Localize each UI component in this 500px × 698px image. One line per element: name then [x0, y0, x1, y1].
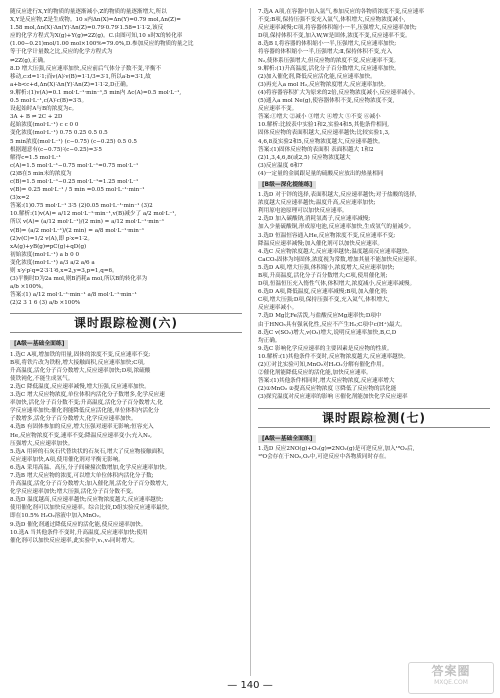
text-line: (2)加入催化剂,降低反应活化能,反应速率加快。: [258, 73, 376, 80]
text-line: 使铁钝化,不能生成氢气。: [10, 375, 74, 382]
text-line: c(A)=1.5 mol·L⁻¹−0.75 mol·L⁻¹=0.75 mol·L⁻¹: [10, 162, 139, 169]
text-line: 3.选D 恒温恒容通入He,反应物浓度不变,反应速率不变;: [258, 232, 396, 239]
text-line: v(B)= (a/2 mol·L⁻¹)/(2 min) = a/8 mol·L⁻¹·min⁻¹: [10, 227, 145, 234]
watermark-main: 答案圈: [431, 664, 471, 678]
text-line: 则 x∶y∶p∶q=2∶3∶1∶6,x=2,y=3,p=1,q=6。: [10, 268, 118, 274]
text-line: (5)通入a mol Ne(g),使容器体积不变,反应物浓度不变,: [258, 98, 395, 105]
text-line: (2)v(C)=1/2 v(A),即 p∶x=1∶2。: [10, 235, 93, 242]
text-line: 应的化学方程式为X(g)+Y(g)⇌2Z(g)。C.由图可知,10 s时X的转化率: [10, 33, 183, 40]
left-column: [10, 8, 242, 545]
text-line: D项,恒温恒压充入惰性气体,体积增大,浓度减小,反应速率减慢。: [258, 281, 416, 288]
text-line: 答案:(1)固体反应物的表面积 表面积越大 1和2: [258, 146, 374, 153]
text-line: 浓度越大反应速率越快;温度升高,反应速率加快;: [258, 200, 376, 207]
text-line: 设起始时A与B的浓度为c。: [10, 106, 78, 113]
text-line: 初始浓度(mol·L⁻¹) a b 0 0: [10, 251, 80, 258]
text-line: (3)平衡时D为2a mol,则B消耗a mol,所以B的转化率为: [10, 276, 148, 283]
text-line: (2)①MnO₂ ②提高反应物浓度 ③降低了反应物的活化能: [258, 386, 397, 393]
text-line: 10.解析:(1)其他条件不变时,反应物浓度越大,反应速率越快。: [258, 353, 409, 360]
text-line: 利用原电池原理可以加快反应速率。: [258, 208, 348, 215]
text-line: CaCO₃固体为纯固体,浓度视为常数,增加其量不能加快反应速率。: [258, 256, 421, 263]
text-line: (4)将容器容积扩大为原来的2倍,反应物浓度减小,反应速率减小。: [258, 89, 419, 96]
text-line: 不变;B项,保持压强不变充入氩气,体积增大,反应物浓度减小,: [258, 17, 406, 24]
text-line: 4,6,8及实验2和5,反应物浓度越大,反应速率越快。: [258, 138, 384, 145]
text-line: (2)2 3 1 6 (3) a/b ×100%: [10, 300, 81, 307]
text-line: xA(g)+yB(g)⇌pC(g)+qD(g): [10, 243, 87, 250]
text-line: (4)一定量的金属跟足量的硫酸反应放出的热量相同: [258, 170, 384, 177]
text-line: 4.选C 反应物浓度越大,反应速率越快;温度越高反应速率越快。: [258, 248, 413, 255]
text-line: 答案:①增大 ②减小 ③增大 ④增大 ⑤不变 ⑥减小: [258, 114, 381, 121]
text-line: 随反应进行X,Y的物质的量逐渐减小,Z的物质的量逐渐增大,所以: [10, 9, 167, 15]
text-line: 反应速率加快,A项,使用催化剂对平衡无影响。: [10, 456, 124, 463]
text-line: 5 min浓度(mol·L⁻¹) (c−0.75) (c−0.25) 0.5 0.5: [10, 138, 137, 145]
text-line: B项,升高温度,活化分子百分数增大;C项,使用催化剂;: [258, 273, 388, 279]
text-line: 子数增多,活化分子百分数增大,化学反应速率加快。: [10, 416, 137, 423]
text-line: 9.选D 催化剂通过降低反应的活化能,使反应速率加快。: [10, 521, 147, 528]
text-line: C项,增大压强;D项,保持压强不变,充入氦气,体积增大,: [258, 297, 390, 304]
level-b-heading: [B级—深化提能练]: [258, 181, 316, 189]
watermark-logo: [408, 662, 494, 694]
text-line: 答案:(1)0.75 mol·L⁻¹ 3∶5 (2)0.05 mol·L⁻¹·min⁻¹ (3)2: [10, 203, 153, 210]
text-line: 将容器的体积缩小一半,压强增大;Ⅱ,保持体积不变,充入: [258, 49, 393, 56]
watermark-sub: MXQE.COM: [434, 679, 468, 686]
text-line: 8.D 增大压强,反应速率加快,反应前后气体分子数不变,平衡不: [10, 65, 162, 72]
text-line: 10.解析:比较表中实验1和2,实验4和5,其他条件相同,: [258, 122, 390, 129]
text-line: 反应速率减慢;C项,将容器体积缩小一半,压强增大,反应速率加快;: [258, 25, 417, 32]
text-line: 8.选B Ⅰ,将容器的体积缩小一半,压强增大,反应速率加快;: [258, 41, 397, 48]
text-line: 等于化学计量数之比,反应的化学方程式为: [10, 49, 113, 56]
text-line: (2)B在5 min末的浓度为: [10, 170, 72, 177]
text-line: ⇌2Z(g),正确。: [10, 57, 49, 64]
level-a-heading-right: [A级—基础全面练]: [258, 435, 316, 443]
level-a-heading-left: [A级—基础全面练]: [10, 340, 68, 348]
text-line: 2.选D 加入碳酸钠,消耗氢离子,反应速率减慢;: [258, 216, 371, 223]
text-line: 均正确。: [258, 337, 281, 344]
text-line: 1.58 mol,Δn(X)∶Δn(Y)∶Δn(Z)=0.79∶0.79∶1.58=1∶1∶2,该反: [10, 25, 164, 32]
text-line: B项,将铁片改为铁粉,增大接触面积,反应速率加快;C项,: [10, 359, 145, 366]
text-line: 降温反应速率减慢;加入催化剂可以加快反应速率。: [258, 240, 383, 247]
text-line: (3)反应温度 6和7: [258, 162, 303, 169]
text-line: 8.选D 温度越高,反应速率越快;反应物浓度越大,反应速率越快;: [10, 497, 164, 504]
text-line: 使用催化剂可以加快反应速率。综合比较,D组实验反应速率最快,: [10, 505, 170, 512]
left-top-answers: [10, 8, 242, 307]
text-line: 变化浓度(mol·L⁻¹) 0.75 0.25 0.5 0.5: [10, 130, 108, 137]
text-line: (2)1,3,4,6,8(或2,5) 反应物浓度越大: [258, 154, 351, 161]
text-line: 固体反应物的表面积越大,反应速率越快;比较实验1,3,: [258, 130, 390, 137]
text-line: 7.选A A项,在容器中加入氩气,参加反应的各物质浓度不变,反应速率: [258, 9, 424, 15]
level-b-answers: [258, 191, 490, 401]
text-line: (3)再充入a mol H₂,反应物浓度增大,反应速率加快。: [258, 81, 390, 88]
text-line: 7.选B 增大反应物的浓度,可以增大单位体积内活化分子数;: [10, 472, 154, 479]
text-line: ②催化剂能降低反应的活化能,加快反应速率。: [258, 370, 372, 377]
section-title-six: 课时跟踪检测(六): [10, 313, 242, 333]
text-line: 2.选C 降低温度,反应速率减慢,增大压强,反应速率加快。: [10, 383, 150, 390]
text-line: 1.选C A项,增加铁的用量,固体的浓度不变,反应速率不变;: [10, 351, 151, 358]
text-line: 根据题意有(c−0.75)∶(c−0.25)=3∶5: [10, 146, 102, 153]
document-page: [10, 8, 490, 680]
text-line: 答案:(1)其他条件相同时,增大反应物浓度,反应速率增大: [258, 378, 395, 385]
text-line: 3A + B ⇌ 2C + 2D: [10, 114, 63, 121]
text-line: 率加快,活化分子百分数不变;升高温度,活化分子百分数增大,化: [10, 400, 163, 407]
text-line: 催化剂可以加快反应速率,此实验中,v₁,v₂同时增大。: [10, 537, 139, 544]
text-line: (3)探究温度对反应速率的影响 ④催化剂能加快化学反应速率: [258, 394, 408, 401]
text-line: 4.选B 有固体参加的反应,增大压强对速率无影响;恒容充入: [10, 424, 154, 431]
text-line: (1.00−0.21)mol/1.00 mol×100%=79.0%,D.参加反应的物质的量之比: [10, 41, 194, 48]
text-line: 9.解析:(1)升高温度,活化分子百分数增大,反应速率加快。: [258, 65, 400, 72]
section-title-seven: 课时跟踪检测(七): [258, 408, 490, 428]
text-line: 6.选D A项,降低温度,反应速率减慢;B项,加入催化剂;: [258, 289, 388, 296]
text-line: a/b ×100%。: [10, 284, 47, 291]
text-line: 8.选C v(SO₂)增大,v(O₂)增大,说明反应速率加快,B,C,D: [258, 329, 397, 336]
text-line: He,反应物浓度不变,速率不变;降温反应速率变小;充入N₂,: [10, 432, 152, 439]
text-line: 所以 v(A)= (a/12 mol·L⁻¹)/(2 min) = a/12 mol·L⁻¹·min⁻¹: [10, 219, 165, 226]
text-line: N₂,使体系压强增大,但反应物的浓度不变,反应速率不变。: [258, 57, 400, 64]
text-line: 起始浓度(mol·L⁻¹) c c 0 0: [10, 122, 79, 129]
text-line: 即在10.5% H₂O₂溶液中加入MnO₂。: [10, 513, 105, 520]
text-line: X,Y是反应物,Z是生成物。10 s内Δn(X)=Δn(Y)=0.79 mol,Δn(Z)=: [10, 17, 181, 24]
text-line: D项,保持体积不变,加入W,W是固体,浓度不变,反应速率不变。: [258, 33, 411, 40]
column-divider: [250, 8, 251, 676]
level-a-answers-right: [258, 445, 490, 461]
text-line: v(B)= 0.25 mol·L⁻¹ / 5 min =0.05 mol·L⁻¹·min⁻¹: [10, 187, 145, 194]
text-line: 变化浓度(mol·L⁻¹) a/3 a/2 a/6 a: [10, 259, 95, 266]
text-line: 反应速率不变。: [258, 106, 298, 113]
text-line: a+b<c+d,Δn(X)∶Δn(Y)∶Δn(Z)=1∶1∶2,D正确。: [10, 81, 132, 88]
text-line: 1.选D 对于锌的选择,表面积越大,反应速率越快;对于盐酸的选择,: [258, 192, 417, 199]
text-line: (2)①对比实验可知,MnO₂对H₂O₂分解有催化作用。: [258, 362, 388, 369]
text-line: 10.选A 当其他条件不变时,升高温度,反应速率加快;使用: [10, 529, 148, 536]
text-line: 答案:(1) a/12 mol·L⁻¹·min⁻¹ a/8 mol·L⁻¹·min⁻¹: [10, 292, 137, 299]
level-a-answers-left: [10, 351, 242, 545]
text-line: 10.解析:(1)v(A)= a/12 mol·L⁻¹·min⁻¹,v(B)减少了 a/2 mol·L⁻¹,: [10, 211, 177, 218]
text-line: 反应速率减小。: [258, 305, 298, 312]
right-top-answers: [258, 8, 490, 178]
text-line: (3)x=2: [10, 195, 30, 202]
text-line: 3.选C 增大反应物浓度,单位体积内活化分子数增多,化学反应速: [10, 392, 165, 399]
text-line: 由于HNO₃具有强氧化性,反应不产生H₂;C项中c(H⁺)最大。: [258, 321, 406, 328]
text-line: 学反应速率加快;催化剂能降低反应活化能,单位体积内活化分: [10, 408, 160, 415]
text-line: 加入少量硫酸铜,形成原电池,反应速率加快,生成氢气的量减少。: [258, 224, 415, 231]
text-line: 升高温度,活化分子百分数增大,反应速率加快;D项,浓硫酸: [10, 367, 151, 374]
text-line: 升高温度,活化分子百分数增大;加入催化剂,活化分子百分数增大,: [10, 481, 169, 488]
right-column: [258, 8, 490, 461]
text-line: 7.选D Mg比Fe活泼,与盐酸反应Mg速率快;D项中: [258, 313, 382, 320]
text-line: 9.解析:(1)v(A)=0.1 mol·L⁻¹·min⁻¹,5 min内 Δc(A)=0.5 mol·L⁻¹,: [10, 89, 182, 96]
text-line: ¹⁸O会存在于NO₂,O₂中,可逆反应中各物质同时存在。: [258, 453, 390, 460]
text-line: 1.选D 反应2NO(g)+O₂(g)⇌2NO₂(g)是可逆反应,加入¹⁸O₂后,: [258, 445, 415, 452]
text-line: 9.选C 影响化学反应速率的主要因素是反应物的性质。: [258, 345, 393, 352]
text-line: 压强增大,反应速率加快。: [10, 440, 74, 447]
text-line: c(B)=1.5 mol·L⁻¹−0.25 mol·L⁻¹=1.25 mol·L⁻¹: [10, 178, 139, 185]
text-line: 6.选A 采用高温、高压,分子间碰撞次数增加,化学反应速率加快。: [10, 464, 171, 471]
page-number: — 140 —: [227, 680, 273, 691]
text-line: 5.选D A项,增大压强,体积缩小,浓度增大,反应速率加快;: [258, 264, 395, 271]
text-line: 0.5 mol·L⁻¹,c(A)∶c(B)=3∶5。: [10, 98, 88, 105]
text-line: 移动,c:d=1∶1;而v(A)∶v(B)=1∶1/3=3∶1,所以a∶b=3∶1,故: [10, 73, 151, 80]
text-line: 化学反应速率加快;增大压强,活化分子百分数不变。: [10, 489, 137, 496]
text-line: 5.选A 用碎的石灰石代替块状的石灰石,增大了反应物接触面积,: [10, 448, 165, 455]
text-line: 解得c=1.5 mol·L⁻¹: [10, 154, 61, 161]
